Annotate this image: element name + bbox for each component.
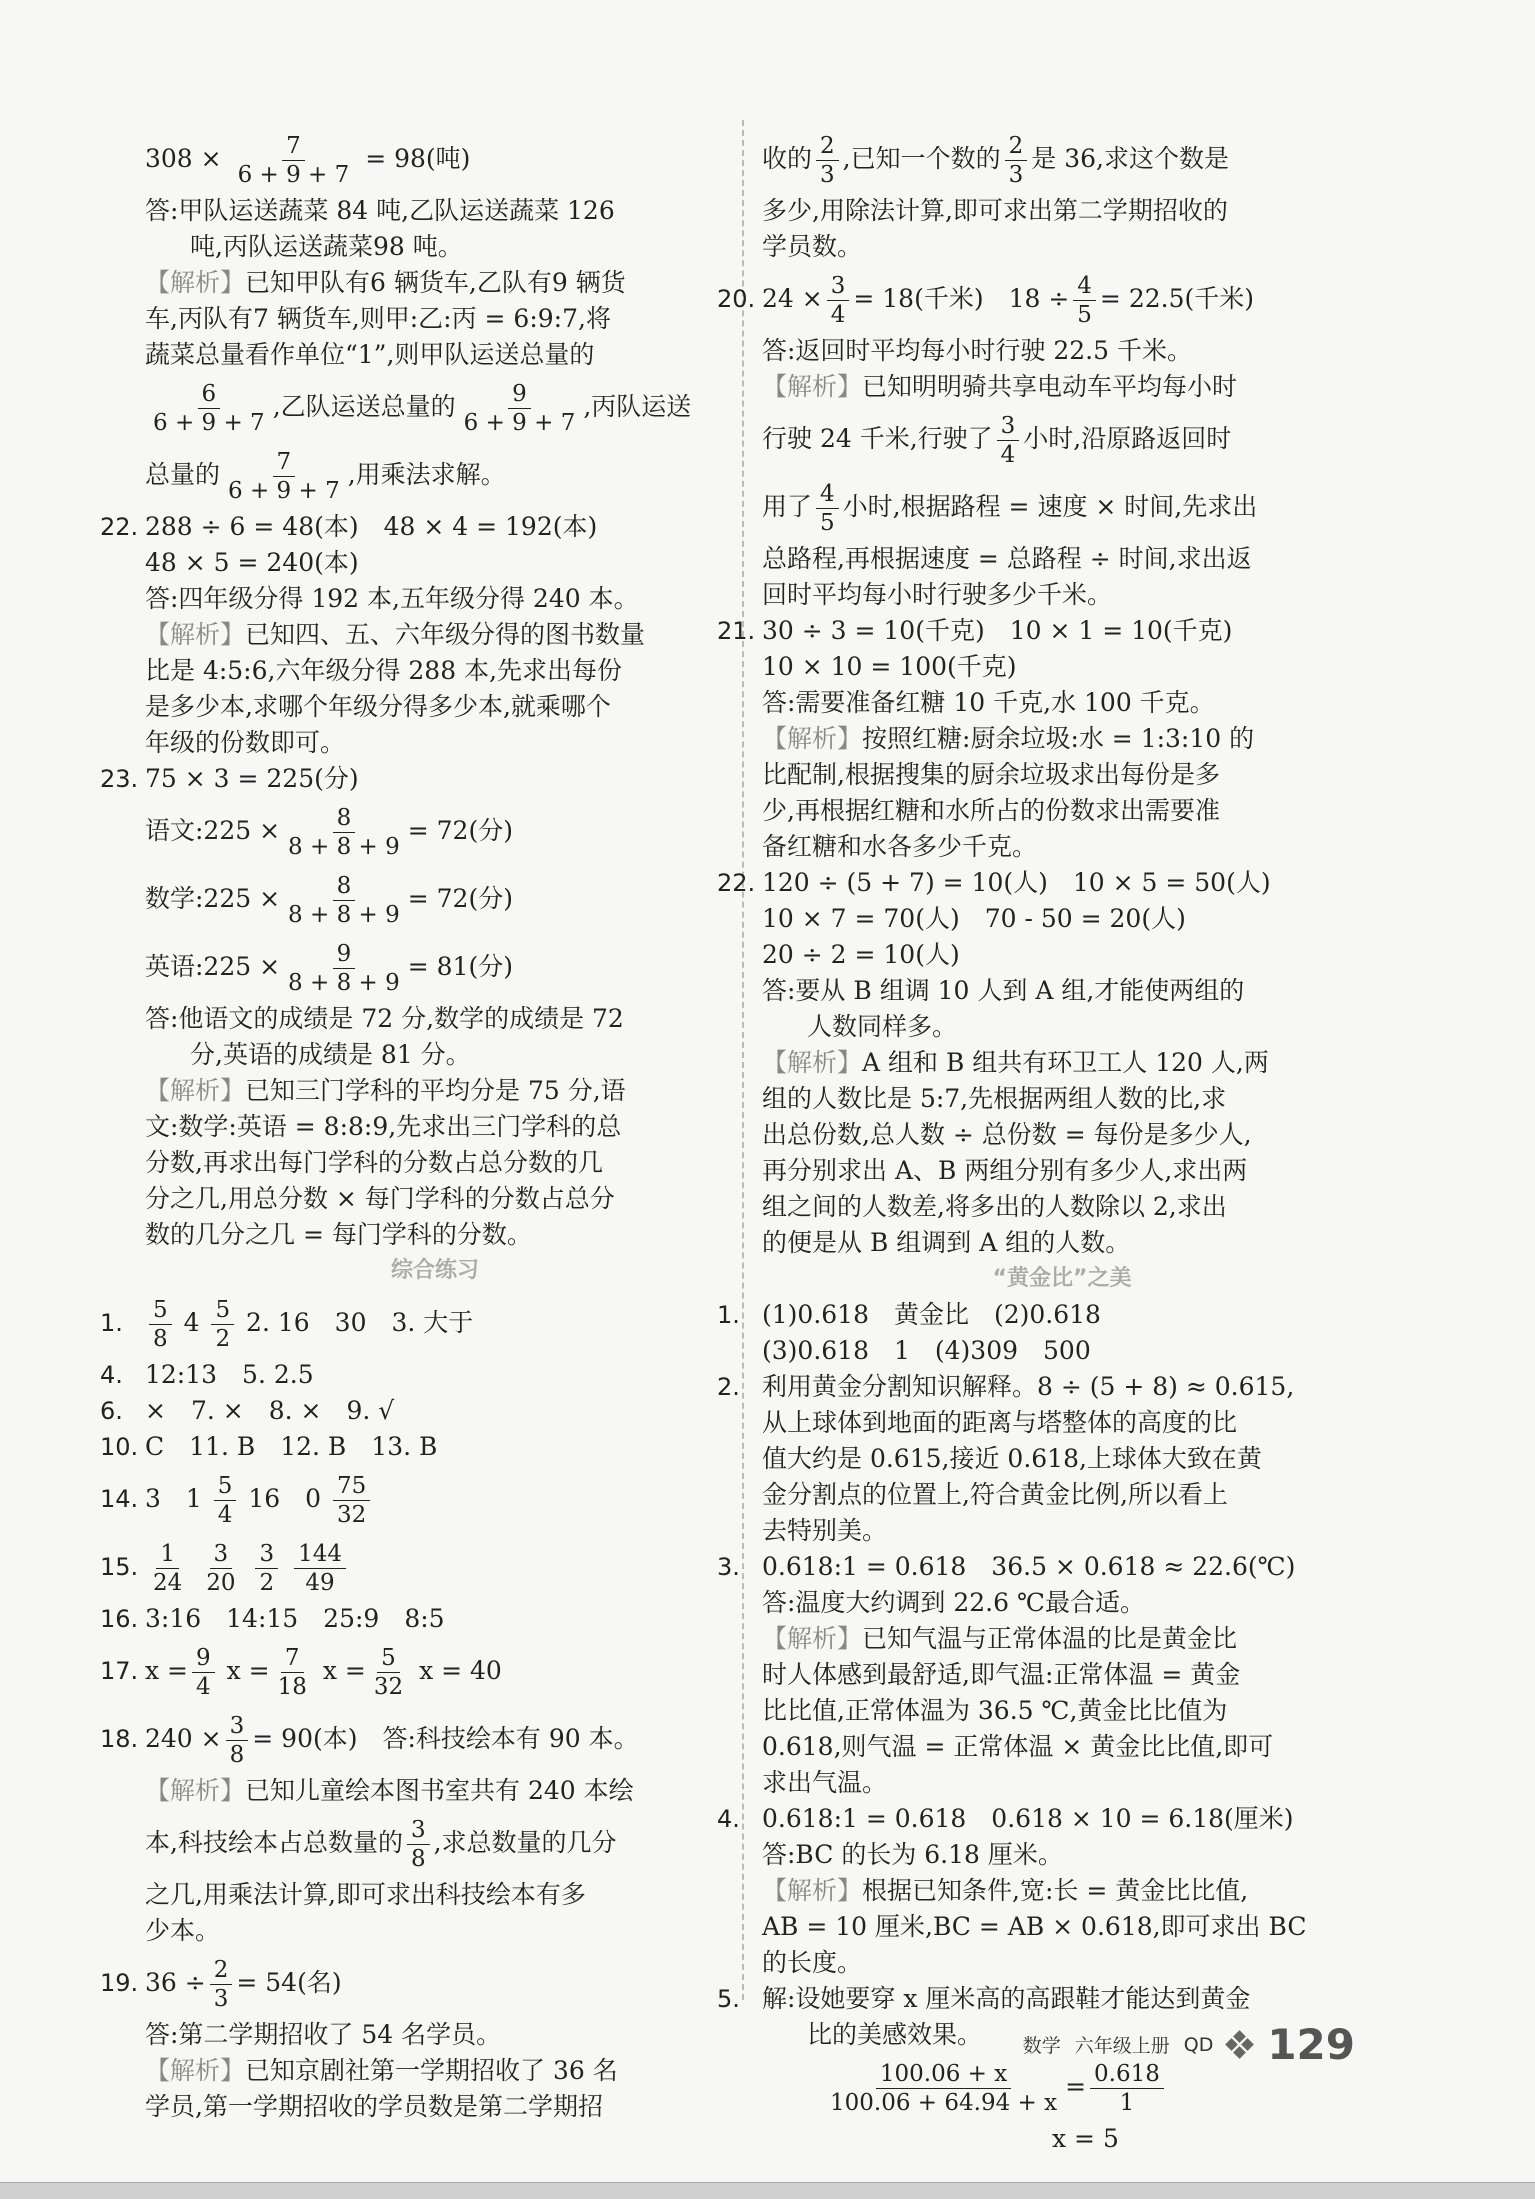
analysis-text: $\frac{6}{6 + 9 + 7}$ ,乙队运送总量的 $\frac{9}{6 + 9 + 7}$ ,丙队运送 xyxy=(153,381,692,436)
answer-text: 答:甲队运送蔬菜 84 吨,乙队运送蔬菜 126 xyxy=(145,196,615,225)
page-footer xyxy=(1023,2020,1355,2069)
right-column: 收的 $\frac{2}{3}$ ,已知一个数的 $\frac{2}{3}$ 是 36,求这个数是 多少,用除法计算,即可求出第二学期招收的 学员数。 20. 24 × $\frac{3}{4}$ = 18(千米) 18 ÷ $\frac{4}{5}$ = 22.5(千米) 答:返回时平均每小时行驶 22.5 千米。 【解析】已知明明骑共享电动车平均每小时 行驶 24 千米,行驶了 $\frac{3}{4}$ 小时,沿原路返回时 用了 $\frac{4}{5}$ 小时,根据路程 = 速度 × 时间,先求出 总路程,再根据速度 = 总路程 ÷ 时间,求出返 回时平均每小时行驶多少千米。 21. 30 ÷ 3 = 10(千克) 10 × 1 = 10(千克) 10 × 10 = 100(千克) 答:需要准备红糖 10 千克,水 100 千克。 【解析】按照红糖:厨余垃圾:水 = 1:3:10 的 比配制,根据搜集的厨余垃圾求出每份是多 少,再根据红糖和水所占的份数求出需要准 备红糖和水各多少千克。 22. 120 ÷ (5 + 7) = 10(人) 10 × 5 = 50(人) 10 × 7 = 70(人) 70 - 50 = 20(人) 20 ÷ 2 = 10(人) 答:要从 B 组调 10 人到 A 组,才能使两组的 人数同样多。 【解析】A 组和 B 组共有环卫工人 120 人,两 组的人数比是 5:7,先根据两组人数的比,求 出总份数,总人数 ÷ 总份数 = 每份是多少人, 再分别求出 A、B 两组分别有多少人,求出两 组之间的人数差,将多出的人数除以 2,求出 的便是从 B 组调到 A 组的人数。 “黄金比”之美 1. (1)0.618 黄金比 (2)0.618 (3)0.618 1 (4)309 500 2. 利用黄金分割知识解释。8 ÷ (5 + 8) ≈ 0.615, 从上球体到地面的距离与塔整体的高度的比 值大约是 0.615,接近 0.618,上球体大致在黄 金分割点的位置上,符合黄金比例,所以看上 去特别美。 3. 0.618:1 = 0.618 36.5 × 0.618 ≈ 22.6(℃) 答:温度大约调到 22.6 ℃最合适。 【解析】已知气温与正常体温的比是黄金比 时人体感到最舒适,即气温:正常体温 = 黄金 比比值,正常体温为 36.5 ℃,黄金比比值为 0.618,则气温 = 正常体温 × 黄金比比值,即可 求出气温。 4. 0.618:1 = 0.618 0.618 × 10 = 6.18(厘米) 答:BC 的长为 6.18 厘米。 【解析】根据已知条件,宽:长 = 黄金比比值, AB = 10 厘米,BC = AB × 0.618,即可求出 BC 的长度。 5. 解:设她要穿 x 厘米高的高跟鞋才能达到黄金 比的美感效果。 $\frac{100.06 + x}{100.06 + 64.94 + x}$ = $\frac{0.618}{1}$ x = 5 xyxy=(762,125,1362,2157)
question-22-right: 22. 120 ÷ (5 + 7) = 10(人) 10 × 5 = 50(人) xyxy=(717,868,1271,897)
section-title-golden: “黄金比”之美 xyxy=(992,1266,1132,1291)
question-22: 22. 288 ÷ 6 = 48(本) 48 × 4 = 192(本) xyxy=(100,512,598,541)
left-column: 308 × $\frac{7}{6 + 9 + 7}$ = 98(吨) 答:甲队运送蔬菜 84 吨,乙队运送蔬菜 126 吨,丙队运送蔬菜98 吨。 【解析】已知甲队有6 辆货车,乙队有9 辆货 车,丙队有7 辆货车,则甲:乙:丙 = 6:9:7,将 蔬菜总量看作单位“1”,则甲队运送总量的 $\frac{6}{6 + 9 + 7}$ ,乙队运送总量的 $\frac{9}{6 + 9 + 7}$ ,丙队运送 总量的 $\frac{7}{6 + 9 + 7}$ ,用乘法求解。 22. 288 ÷ 6 = 48(本) 48 × 4 = 192(本) 48 × 5 = 240(本) 答:四年级分得 192 本,五年级分得 240 本。 【解析】已知四、五、六年级分得的图书数量 比是 4:5:6,六年级分得 288 本,先求出每份 是多少本,求哪个年级分得多少本,就乘哪个 年级的份数即可。 23. 75 × 3 = 225(分) 语文:225 × $\frac{8}{8 + 8 + 9}$ = 72(分) 数学:225 × $\frac{8}{8 + 8 + 9}$ = 72(分) 英语:225 × $\frac{9}{8 + 8 + 9}$ = 81(分) 答:他语文的成绩是 72 分,数学的成绩是 72 分,英语的成绩是 81 分。 【解析】已知三门学科的平均分是 75 分,语 文:数学:英语 = 8:8:9,先求出三门学科的总 分数,再求出每门学科的分数占总分数的几 分之几,用总分数 × 每门学科的分数占总分 数的几分之几 = 每门学科的分数。 综合练习 1. $\frac{5}{8}$ 4 $\frac{5}{2}$ 2. 16 30 3. 大于 4. 12:13 5. 2.5 6. × 7. × 8. × 9. √ 10. C 11. B 12. B 13. B 14. 3 1 $\frac{5}{4}$ 16 0 $\frac{75}{32}$ 15. $\frac{1}{24}$ $\frac{3}{20}$ $\frac{3}{2}$ $\frac{144}{49}$ 16. 3:16 14:15 25:9 8:5 17. x = $\frac{9}{4}$ x = $\frac{7}{18}$ x = $\frac{5}{32}$ x = 40 18. 240 × $\frac{3}{8}$ = 90(本) 答:科技绘本有 90 本。 【解析】已知儿童绘本图书室共有 240 本绘 本,科技绘本占总数量的 $\frac{3}{8}$ ,求总数量的几分 之几,用乘法计算,即可求出科技绘本有多 少本。 19. 36 ÷ $\frac{2}{3}$ = 54(名) 答:第二学期招收了 54 名学员。 【解析】已知京剧社第一学期招收了 36 名 学员,第一学期招收的学员数是第二学期招 xyxy=(145,125,725,2125)
analysis-text: 蔬菜总量看作单位“1”,则甲队运送总量的 xyxy=(145,340,595,369)
column-divider xyxy=(742,120,744,2000)
answer-text: 吨,丙队运送蔬菜98 吨。 xyxy=(190,232,463,261)
footer-edition: QD xyxy=(1183,2033,1214,2056)
question-21: 21. 30 ÷ 3 = 10(千克) 10 × 1 = 10(千克) xyxy=(717,616,1233,645)
question-20: 20. 24 × $\frac{3}{4}$ = 18(千米) 18 ÷ $\frac{4}{5}$ = 22.5(千米) xyxy=(717,273,1254,328)
diamond-ornament-icon xyxy=(1227,2032,1253,2058)
left-eq-1: 308 × $\frac{7}{6 + 9 + 7}$ = 98(吨) xyxy=(145,133,471,188)
page-edge xyxy=(0,2182,1535,2199)
page-number: 129 xyxy=(1267,2020,1355,2069)
footer-grade: 六年级上册 xyxy=(1074,2035,1170,2057)
fraction: $\frac{7}{6 + 9 + 7}$ xyxy=(237,133,350,188)
analysis-text: 【解析】已知甲队有6 辆货车,乙队有9 辆货 xyxy=(145,268,626,297)
section-title: 综合练习 xyxy=(390,1258,479,1283)
question-23: 23. 75 × 3 = 225(分) xyxy=(100,764,359,793)
analysis-text: 车,丙队有7 辆货车,则甲:乙:丙 = 6:9:7,将 xyxy=(145,304,611,333)
analysis-text: 总量的 $\frac{7}{6 + 9 + 7}$ ,用乘法求解。 xyxy=(145,449,506,504)
footer-subject: 数学 xyxy=(1022,2035,1061,2057)
